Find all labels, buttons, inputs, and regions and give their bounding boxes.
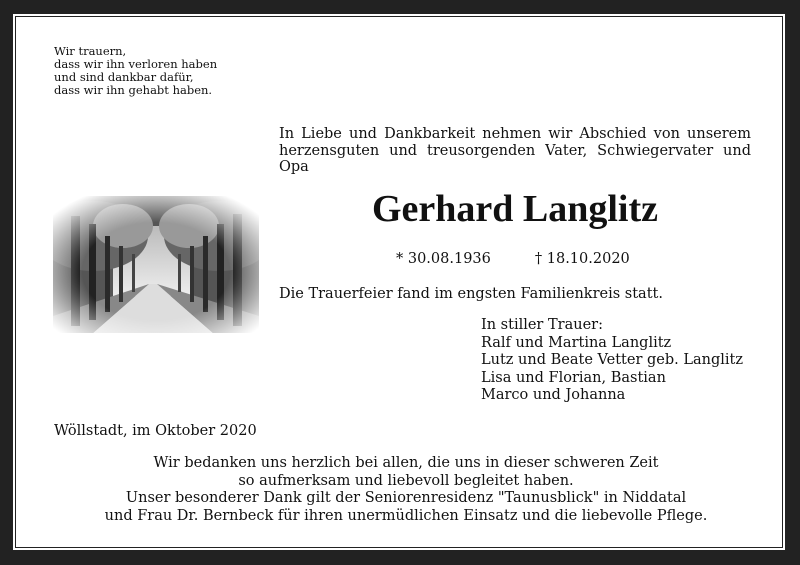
place-date: Wöllstadt, im Oktober 2020: [54, 423, 257, 439]
mourner-line: Marco und Johanna: [481, 387, 626, 403]
tree-lined-path-photo: [53, 196, 259, 333]
mourner-line: Lisa und Florian, Bastian: [481, 369, 666, 386]
thanks-line: Unser besonderer Dank gilt der Seniorenresidenz "Taunusblick" in Niddatal: [125, 490, 687, 506]
poem-line: und sind dankbar dafür,: [54, 70, 194, 84]
mourners-heading: In stiller Trauer:: [481, 317, 603, 333]
poem-line: dass wir ihn verloren haben: [54, 57, 218, 71]
thanks-line: und Frau Dr. Bernbeck für ihren unermüdlichen Einsatz und die liebevolle Pflege.: [104, 507, 708, 524]
obituary-card: [13, 14, 785, 550]
intro-text: [279, 126, 751, 176]
intro-line-last: Opa: [279, 159, 309, 175]
life-dates: [396, 251, 630, 267]
poem-line: Wir trauern,: [54, 44, 127, 58]
thanks-text: [76, 455, 736, 525]
birth-date: * 30.08.1936: [396, 251, 491, 267]
poem: [54, 45, 217, 97]
deceased-name: Gerhard Langlitz: [371, 188, 659, 230]
obituary-frame: [15, 16, 783, 548]
intro-line: herzensguten und treusorgenden Vater, Schwiegervater und: [279, 142, 751, 159]
poem-line: dass wir ihn gehabt haben.: [54, 83, 213, 97]
death-date: † 18.10.2020: [534, 251, 630, 267]
intro-line: In Liebe und Dankbarkeit nehmen wir Abschied von unserem: [279, 126, 751, 142]
mourners-block: [481, 317, 743, 405]
thanks-line: so aufmerksam und liebevoll begleitet haben.: [238, 472, 574, 489]
funeral-note: Die Trauerfeier fand im engsten Familienkreis statt.: [279, 286, 663, 302]
mourner-line: Ralf und Martina Langlitz: [481, 334, 672, 351]
thanks-line: Wir bedanken uns herzlich bei allen, die uns in dieser schweren Zeit: [153, 455, 659, 471]
mourner-line: Lutz und Beate Vetter geb. Langlitz: [481, 352, 744, 368]
